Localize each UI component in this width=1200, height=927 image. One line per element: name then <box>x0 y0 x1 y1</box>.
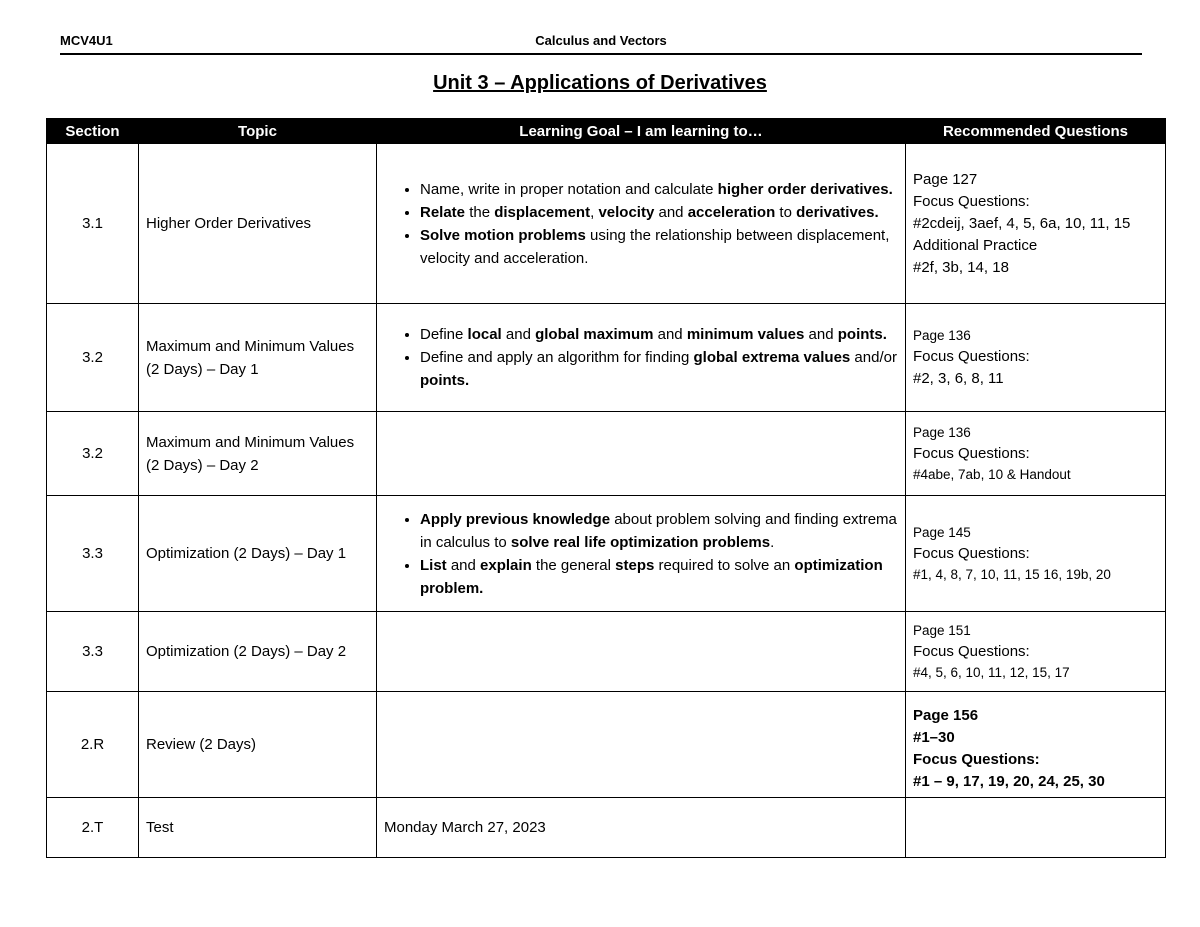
page-header <box>60 33 1142 51</box>
question-line: Additional Practice <box>913 236 1038 254</box>
table-header-row <box>47 119 1166 144</box>
table-row <box>47 412 1166 496</box>
question-line: #4abe, 7ab, 10 & Handout <box>913 466 1071 482</box>
question-line: Focus Questions: <box>913 444 1030 462</box>
section-cell: 2.R <box>47 692 139 798</box>
column-header-recommended-questions: Recommended Questions <box>906 119 1166 144</box>
page-title: Unit 3 – Applications of Derivatives <box>433 72 767 94</box>
header-divider <box>60 53 1142 55</box>
question-line: #2f, 3b, 14, 18 <box>913 258 1009 276</box>
learning-goal-item: • Define local and global maximum and minimum values and points. <box>420 323 898 346</box>
table-row <box>47 692 1166 798</box>
topic-cell: Review (2 Days) <box>139 692 377 798</box>
topic-cell: Test <box>139 798 377 858</box>
topic-cell: Maximum and Minimum Values (2 Days) – Day 1 <box>139 304 377 412</box>
recommended-questions-cell <box>906 144 1166 304</box>
course-name: Calculus and Vectors <box>535 33 667 48</box>
learning-goal-item: • Solve motion problems using the relationship between displacement, velocity and acceleration. <box>420 224 898 270</box>
question-line: #1, 4, 8, 7, 10, 11, 15 16, 19b, 20 <box>913 566 1111 582</box>
recommended-questions-cell <box>906 304 1166 412</box>
learning-goal-list <box>384 508 898 600</box>
learning-goal-list <box>384 178 898 270</box>
question-line: #1 – 9, 17, 19, 20, 24, 25, 30 <box>913 772 1105 790</box>
section-cell: 3.3 <box>47 496 139 612</box>
section-cell: 3.2 <box>47 412 139 496</box>
question-line: Page 145 <box>913 524 971 540</box>
unit-schedule-table <box>46 118 1166 858</box>
topic-cell: Optimization (2 Days) – Day 2 <box>139 612 377 692</box>
question-line: Page 136 <box>913 424 971 440</box>
question-line: Focus Questions: <box>913 192 1030 210</box>
learning-goal-cell <box>377 692 906 798</box>
recommended-questions-cell <box>906 496 1166 612</box>
section-cell: 3.3 <box>47 612 139 692</box>
question-line: Focus Questions: <box>913 642 1030 660</box>
question-line: #2, 3, 6, 8, 11 <box>913 369 1004 387</box>
course-code: MCV4U1 <box>60 33 113 48</box>
recommended-questions-cell <box>906 798 1166 858</box>
learning-goal-cell <box>377 612 906 692</box>
question-line: #2cdeij, 3aef, 4, 5, 6a, 10, 11, 15 <box>913 214 1131 232</box>
learning-goal-cell <box>377 412 906 496</box>
table-row <box>47 612 1166 692</box>
question-line: #1–30 <box>913 728 955 746</box>
column-header-topic: Topic <box>139 119 377 144</box>
recommended-questions-cell <box>906 692 1166 798</box>
learning-goal-item: • Define and apply an algorithm for finding global extrema values and/or points. <box>420 346 898 392</box>
column-header-section: Section <box>47 119 139 144</box>
column-header-learning-goal: Learning Goal – I am learning to… <box>377 119 906 144</box>
learning-goal-cell: Monday March 27, 2023 <box>377 798 906 858</box>
learning-goal-item: • Name, write in proper notation and calculate higher order derivatives. <box>420 178 898 201</box>
question-line: Focus Questions: <box>913 750 1040 768</box>
table-row <box>47 496 1166 612</box>
learning-goal-cell <box>377 144 906 304</box>
topic-cell: Higher Order Derivatives <box>139 144 377 304</box>
question-line: #4, 5, 6, 10, 11, 12, 15, 17 <box>913 664 1070 680</box>
learning-goal-cell <box>377 496 906 612</box>
question-line: Page 156 <box>913 706 979 724</box>
learning-goal-item: • Apply previous knowledge about problem solving and finding extrema in calculus to solve real life optimization problems. <box>420 508 898 554</box>
section-cell: 2.T <box>47 798 139 858</box>
question-line: Focus Questions: <box>913 347 1030 365</box>
question-line: Page 127 <box>913 170 978 188</box>
topic-cell: Maximum and Minimum Values (2 Days) – Day 2 <box>139 412 377 496</box>
section-cell: 3.1 <box>47 144 139 304</box>
recommended-questions-cell <box>906 612 1166 692</box>
question-line: Focus Questions: <box>913 544 1030 562</box>
table-row <box>47 304 1166 412</box>
table-row <box>47 798 1166 858</box>
learning-goal-item: • List and explain the general steps required to solve an optimization problem. <box>420 554 898 600</box>
learning-goal-item: • Relate the displacement, velocity and acceleration to derivatives. <box>420 201 898 224</box>
question-line: Page 136 <box>913 327 971 343</box>
question-line: Page 151 <box>913 622 971 638</box>
learning-goal-list <box>384 323 898 392</box>
table-row <box>47 144 1166 304</box>
section-cell: 3.2 <box>47 304 139 412</box>
topic-cell: Optimization (2 Days) – Day 1 <box>139 496 377 612</box>
learning-goal-cell <box>377 304 906 412</box>
recommended-questions-cell <box>906 412 1166 496</box>
